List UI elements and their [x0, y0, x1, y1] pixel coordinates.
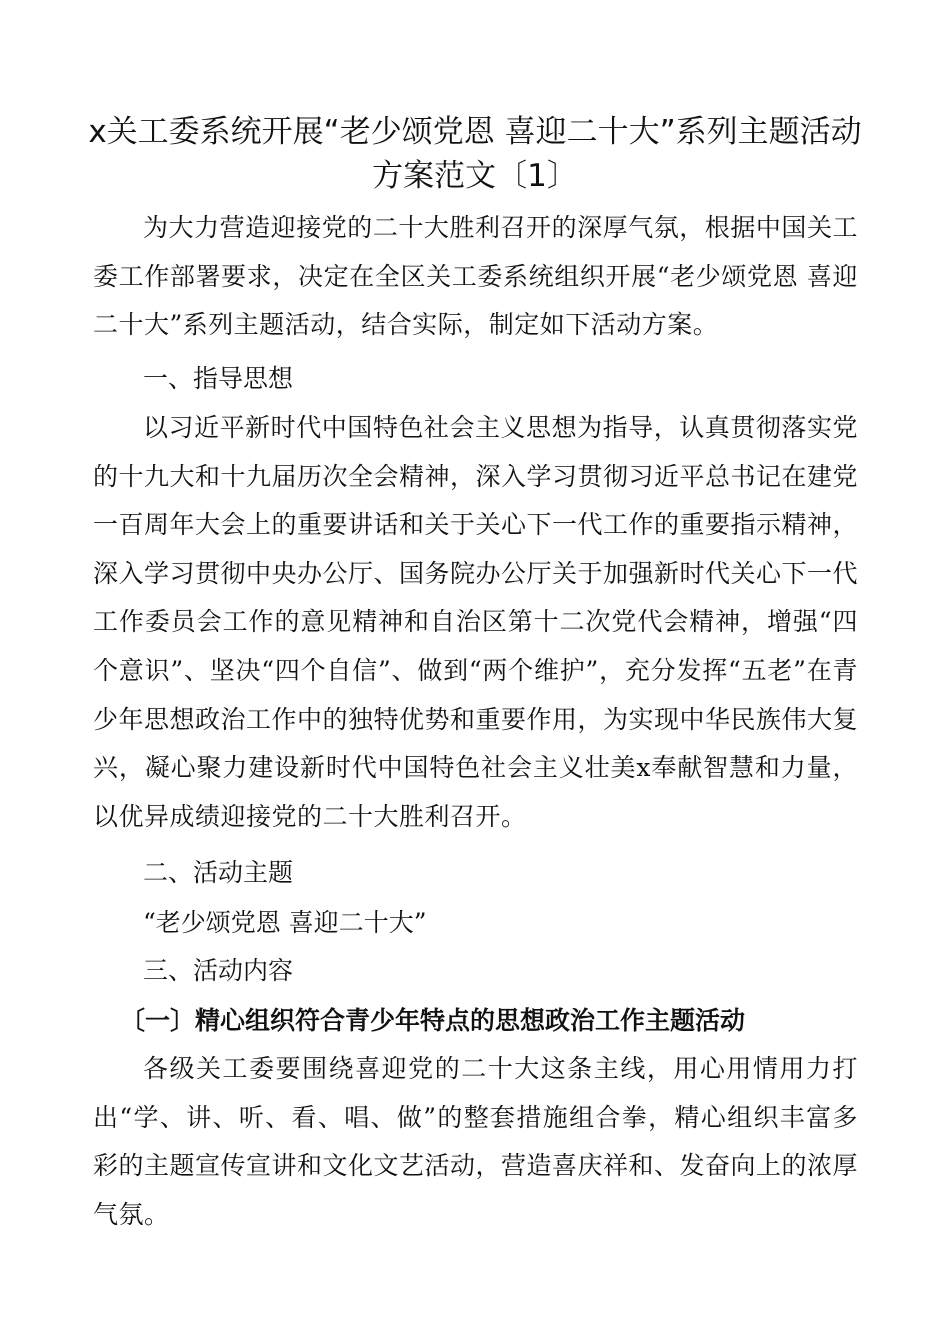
section-heading-activity-theme: 二、活动主题	[143, 858, 294, 887]
subsection-heading-1: 〔一〕精心组织符合青少年特点的思想政治工作主题活动	[120, 1006, 746, 1035]
section-heading-guiding-ideology: 一、指导思想	[143, 364, 294, 393]
subsection-1-paragraph: 各级关工委要围绕喜迎党的二十大这条主线，用心用情用力打出“学、讲、听、看、唱、做”的整套措施组合拳，精心组织丰富多彩的主题宣传宣讲和文化文艺活动，营造喜庆祥和、发奋向上的浓厚气氛。	[93, 1054, 859, 1229]
section-heading-activity-content: 三、活动内容	[143, 956, 294, 985]
document-title: x关工委系统开展“老少颂党恩 喜迎二十大”系列主题活动方案范文〔1〕	[88, 114, 862, 194]
activity-theme-text: “老少颂党恩 喜迎二十大”	[143, 908, 427, 937]
intro-paragraph: 为大力营造迎接党的二十大胜利召开的深厚气氛，根据中国关工委工作部署要求，决定在全区关工委系统组织开展“老少颂党恩 喜迎二十大”系列主题活动，结合实际，制定如下活动方案。	[93, 213, 858, 340]
guiding-ideology-paragraph: 以习近平新时代中国特色社会主义思想为指导，认真贯彻落实党的十九大和十九届历次全会精神，深入学习贯彻习近平总书记在建党一百周年大会上的重要讲话和关于关心下一代工作的重要指示精神，深入学习贯彻中央办公厅、国务院办公厅关于加强新时代关心下一代工作委员会工作的意见精神和自治区第十二次党代会精神，增强“四个意识”、坚决“四个自信”、做到“两个维护”，充分发挥“五老”在青少年思想政治工作中的独特优势和重要作用，为实现中华民族伟大复兴，凝心聚力建设新时代中国特色社会主义壮美x奉献智慧和力量，以优异成绩迎接党的二十大胜利召开。	[93, 413, 859, 831]
